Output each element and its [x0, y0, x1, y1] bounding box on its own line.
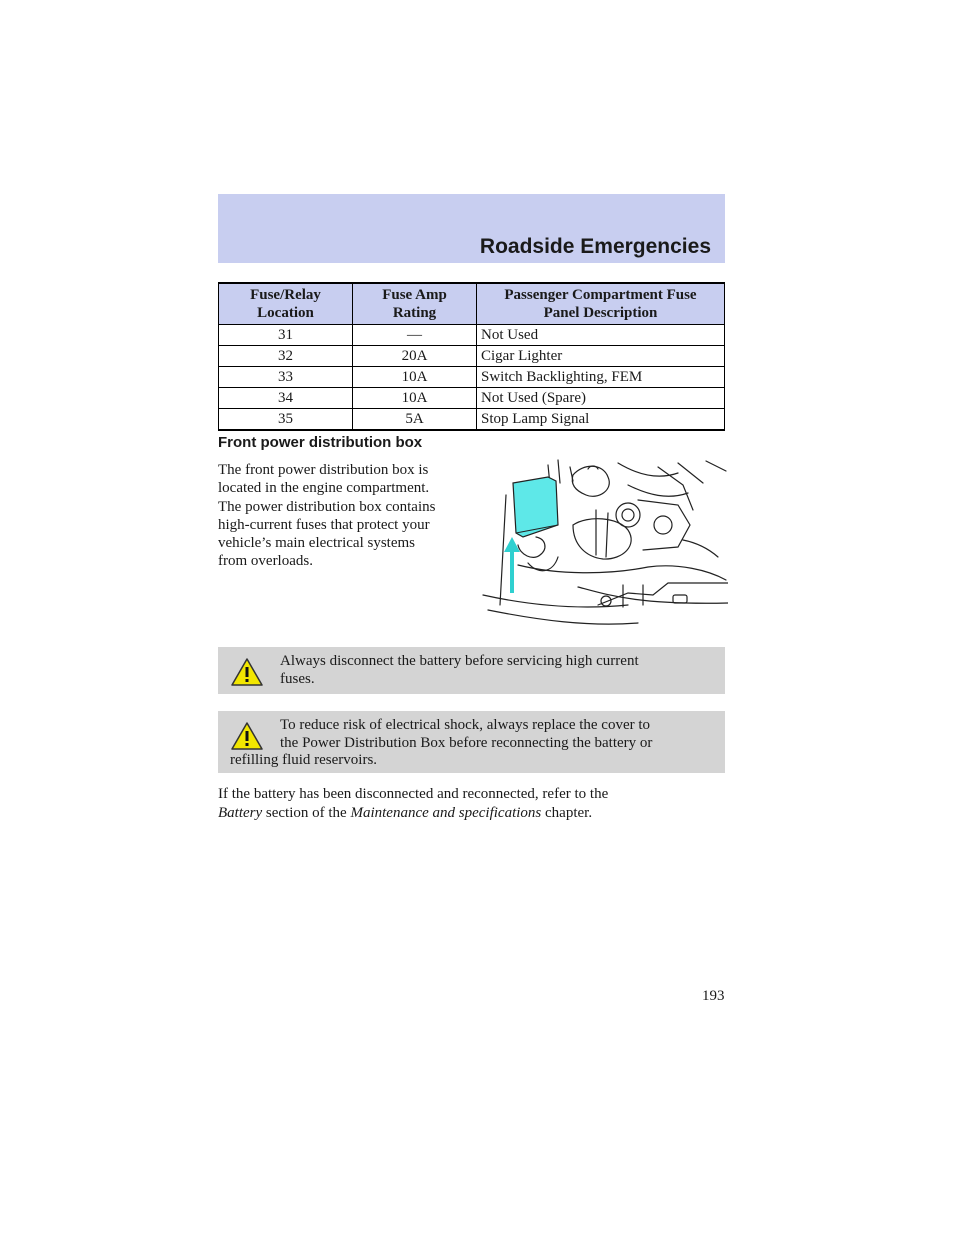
- cell-description: Not Used: [477, 325, 725, 346]
- warning-text: To reduce risk of electrical shock, always replace the cover to: [280, 717, 651, 733]
- cell-location: 34: [219, 388, 353, 409]
- cell-description: Switch Backlighting, FEM: [477, 367, 725, 388]
- cell-rating: 10A: [353, 367, 477, 388]
- cell-rating: 10A: [353, 388, 477, 409]
- chapter-reference: Maintenance and specifications: [350, 804, 542, 821]
- table-row: [219, 367, 725, 388]
- warning-text: fuses.: [280, 670, 315, 687]
- table-row: [219, 325, 725, 346]
- warning-text: refilling fluid reservoirs.: [230, 752, 378, 768]
- column-header-description: Passenger Compartment Fuse Panel Description: [477, 283, 725, 325]
- table-row: [219, 346, 725, 367]
- header-band: [218, 194, 725, 263]
- warning-box: [218, 647, 725, 694]
- fuse-table: [218, 282, 725, 431]
- cell-rating: 20A: [353, 346, 477, 367]
- cell-description: Cigar Lighter: [477, 346, 725, 367]
- warning-text: Always disconnect the battery before servicing high current: [280, 653, 639, 669]
- cell-location: 31: [219, 325, 353, 346]
- warning-triangle-icon: [230, 657, 264, 687]
- table-row: [219, 409, 725, 431]
- cell-description: Stop Lamp Signal: [477, 409, 725, 431]
- page-number: 193: [702, 988, 725, 1004]
- warning-text: the Power Distribution Box before reconnecting the battery or: [280, 734, 653, 751]
- cell-rating: —: [353, 325, 477, 346]
- column-header-amp-rating: Fuse Amp Rating: [353, 283, 477, 325]
- page-header-title: Roadside Emergencies: [479, 235, 711, 258]
- section-heading: Front power distribution box: [218, 434, 423, 451]
- warning-box: [218, 711, 725, 773]
- warning-triangle-icon: [230, 721, 264, 751]
- table-row: [219, 388, 725, 409]
- battery-section-reference: Battery: [218, 804, 263, 821]
- cell-location: 32: [219, 346, 353, 367]
- cell-location: 35: [219, 409, 353, 431]
- closing-paragraph: If the battery has been disconnected and reconnected, refer to the Battery section of the Maintenance and specifications chapter.: [218, 786, 609, 821]
- intro-paragraph: The front power distribution box is located in the engine compartment. The power distribution box contains high-current fuses that protect your vehicle’s main electrical systems from overloads.: [218, 462, 436, 570]
- cell-rating: 5A: [353, 409, 477, 431]
- column-header-location: Fuse/Relay Location: [219, 283, 353, 325]
- cell-description: Not Used (Spare): [477, 388, 725, 409]
- cell-location: 33: [219, 367, 353, 388]
- table-header-row: [219, 283, 725, 325]
- engine-compartment-illustration: [478, 455, 728, 630]
